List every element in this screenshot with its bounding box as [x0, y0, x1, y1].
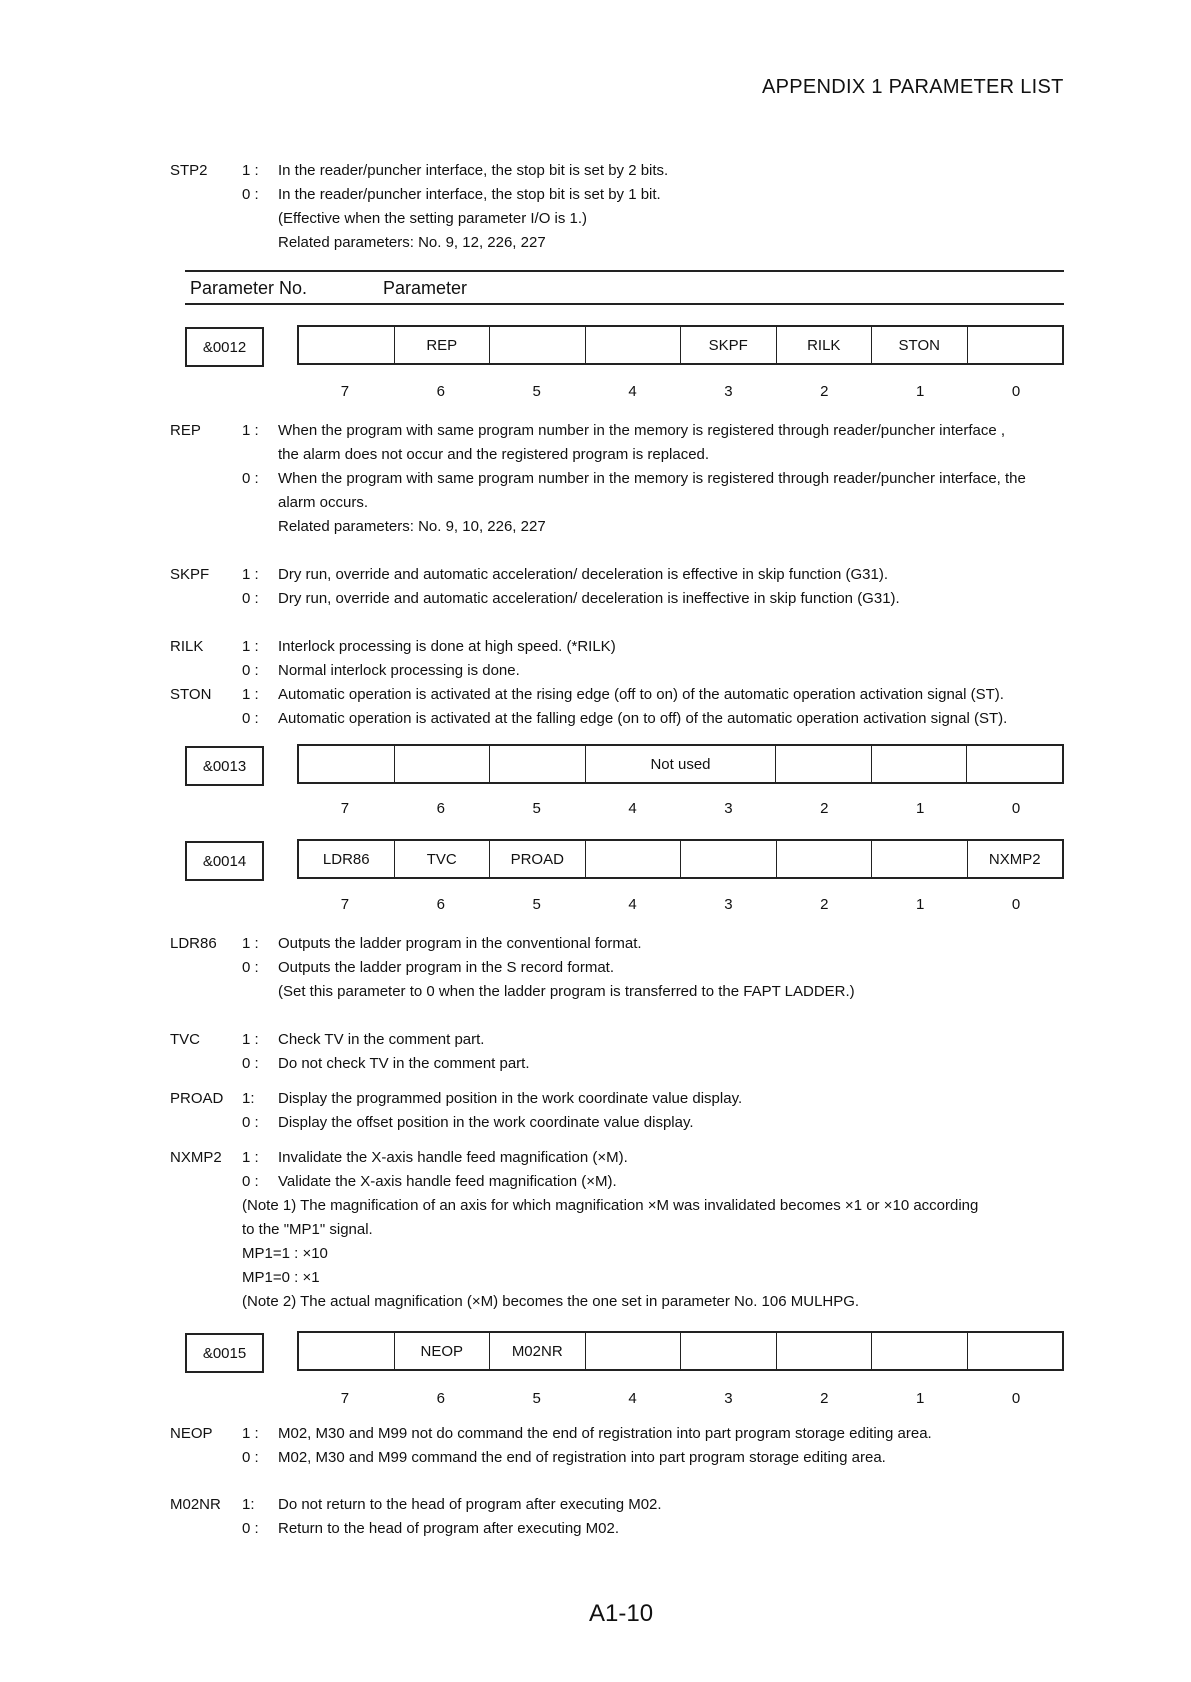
note-2: (Note 2) The actual magnification (×M) becomes the one set in parameter No. 106 MULHPG. — [242, 1293, 860, 1310]
bit-number: 0 — [1011, 800, 1021, 817]
value-0: 0 : — [242, 959, 259, 976]
param-no-0012: &0012 — [185, 327, 264, 367]
param-name-nxmp2: NXMP2 — [170, 1149, 222, 1166]
value-1: 1 : — [242, 162, 259, 179]
desc-0: Display the offset position in the work coordinate value display. — [278, 1114, 694, 1131]
value-0: 0 : — [242, 1114, 259, 1131]
mp1-setting-1: MP1=1 : ×10 — [242, 1245, 328, 1262]
value-0: 0 : — [242, 710, 259, 727]
desc-1: Do not return to the head of program after executing M02. — [278, 1496, 662, 1513]
bit-5 — [489, 327, 585, 363]
desc-1: When the program with same program number in the memory is registered through reader/puncher interface , — [278, 422, 1006, 439]
bit-1: STON — [871, 327, 967, 363]
bit-number: 2 — [820, 896, 829, 913]
bit-table-0015 — [297, 1331, 1064, 1371]
desc-1: Outputs the ladder program in the conventional format. — [278, 935, 642, 952]
value-0: 0 : — [242, 1520, 259, 1537]
bit-number: 7 — [340, 383, 350, 400]
bit-2: RILK — [776, 327, 872, 363]
desc-0: Normal interlock processing is done. — [278, 662, 520, 679]
param-name-ldr86: LDR86 — [170, 935, 217, 952]
bit-4 — [585, 327, 681, 363]
desc-0: Outputs the ladder program in the S record format. — [278, 959, 614, 976]
param-name-ston: STON — [170, 686, 212, 703]
desc-1: Display the programmed position in the work coordinate value display. — [278, 1090, 743, 1107]
bit-number: 3 — [724, 800, 733, 817]
desc-0: When the program with same program number in the memory is registered through reader/puncher interface, the — [278, 470, 1026, 487]
bit-1 — [871, 841, 967, 877]
page-header: APPENDIX 1 PARAMETER LIST — [762, 76, 1064, 98]
bit-3: SKPF — [680, 327, 776, 363]
desc-1: Dry run, override and automatic acceleration/ deceleration is effective in skip function (G31). — [278, 566, 889, 583]
bit-number: 1 — [916, 800, 925, 817]
bit-number: 5 — [532, 383, 541, 400]
bit-7: LDR86 — [322, 850, 370, 868]
bit-numbers — [297, 896, 1064, 913]
value-0: 0 : — [242, 1449, 259, 1466]
value-1: 1 : — [242, 638, 259, 655]
bit-numbers — [297, 383, 1064, 400]
bit-0 — [967, 1333, 1063, 1369]
param-name-stp2: STP2 — [170, 162, 208, 179]
bit-6: NEOP — [394, 1333, 490, 1369]
param-no-0015: &0015 — [185, 1333, 264, 1373]
bits-4-3-not-used: Not used — [585, 746, 775, 782]
value-0: 0 : — [242, 590, 259, 607]
bit-4 — [585, 1333, 681, 1369]
bit-3 — [680, 841, 776, 877]
param-name-rilk: RILK — [170, 638, 204, 655]
bit-5 — [489, 746, 585, 782]
bit-number: 3 — [724, 1390, 733, 1407]
bit-number: 0 — [1011, 383, 1021, 400]
desc-0: Return to the head of program after executing M02. — [278, 1520, 620, 1537]
bit-table-0012 — [297, 325, 1064, 365]
desc-0: Dry run, override and automatic acceleration/ deceleration is ineffective in skip function (G31). — [278, 590, 900, 607]
bit-numbers — [297, 800, 1064, 817]
bit-number: 0 — [1011, 896, 1021, 913]
value-0: 0 : — [242, 470, 259, 487]
bit-number: 7 — [340, 896, 350, 913]
desc-1: Check TV in the comment part. — [278, 1031, 485, 1048]
param-no-0014: &0014 — [185, 841, 264, 881]
mp1-setting-0: MP1=0 : ×1 — [242, 1269, 320, 1286]
value-0: 0 : — [242, 662, 259, 679]
bit-7 — [299, 1333, 394, 1369]
value-1: 1 : — [242, 1425, 259, 1442]
value-1: 1 : — [242, 566, 259, 583]
desc-1: M02, M30 and M99 not do command the end of registration into part program storage editing area. — [278, 1425, 932, 1442]
bit-number: 7 — [340, 800, 350, 817]
bit-number: 2 — [820, 383, 829, 400]
bit-table-0014 — [297, 839, 1064, 879]
value-1: 1 : — [242, 1149, 259, 1166]
bit-6: REP — [394, 327, 490, 363]
desc-0: Automatic operation is activated at the falling edge (on to off) of the automatic operation activation signal (ST). — [278, 710, 1008, 727]
bit-7 — [299, 746, 394, 782]
bit-2 — [776, 1333, 872, 1369]
bit-number: 2 — [820, 800, 829, 817]
value-1: 1 : — [242, 935, 259, 952]
desc-1: Interlock processing is done at high speed. (*RILK) — [278, 638, 616, 655]
bit-number: 6 — [436, 800, 445, 817]
bit-number: 2 — [820, 1390, 829, 1407]
rule-bottom — [185, 303, 1064, 305]
value-1: 1 : — [242, 422, 259, 439]
value-1: 1: — [242, 1090, 255, 1107]
bit-number: 7 — [340, 1390, 350, 1407]
desc-0-cont: alarm occurs. — [278, 494, 369, 511]
bit-number: 3 — [724, 383, 733, 400]
value-0: 0 : — [242, 186, 259, 203]
bit-number: 5 — [532, 1390, 541, 1407]
bit-6 — [394, 746, 490, 782]
value-0: 0 : — [242, 1173, 259, 1190]
bit-number: 4 — [628, 1390, 637, 1407]
param-name-proad: PROAD — [170, 1090, 224, 1107]
param-name-tvc: TVC — [170, 1031, 200, 1048]
bit-6: TVC — [394, 841, 490, 877]
desc-1-cont: the alarm does not occur and the registered program is replaced. — [278, 446, 710, 463]
value-1: 1 : — [242, 686, 259, 703]
related-params: Related parameters: No. 9, 12, 226, 227 — [278, 234, 546, 251]
bit-5: M02NR — [489, 1333, 585, 1369]
bit-7 — [299, 327, 394, 363]
param-name-neop: NEOP — [170, 1425, 213, 1442]
param-name-rep: REP — [170, 422, 201, 439]
bit-0 — [966, 746, 1062, 782]
bit-table-0013 — [297, 744, 1064, 784]
value-1: 1: — [242, 1496, 255, 1513]
bit-number: 1 — [916, 896, 925, 913]
desc-0: Validate the X-axis handle feed magnification (×M). — [278, 1173, 617, 1190]
header-param-no: Parameter No. — [190, 278, 308, 298]
bit-number: 0 — [1011, 1390, 1021, 1407]
bit-number: 5 — [532, 800, 541, 817]
note-1: (Note 1) The magnification of an axis for which magnification ×M was invalidated becomes ×1 or ×10 according — [242, 1197, 979, 1214]
bit-number: 4 — [628, 896, 637, 913]
bit-0 — [967, 327, 1063, 363]
bit-5: PROAD — [489, 841, 585, 877]
bit-number: 6 — [436, 383, 445, 400]
param-no-0013: &0013 — [185, 746, 264, 786]
param-name-skpf: SKPF — [170, 566, 210, 583]
bit-number: 5 — [532, 896, 541, 913]
bit-3 — [680, 1333, 776, 1369]
desc-0: In the reader/puncher interface, the stop bit is set by 1 bit. — [278, 186, 661, 203]
header-param: Parameter — [383, 278, 468, 298]
bit-0: NXMP2 — [967, 841, 1063, 877]
related-params: Related parameters: No. 9, 10, 226, 227 — [278, 518, 546, 535]
desc-0: Do not check TV in the comment part. — [278, 1055, 530, 1072]
bit-number: 4 — [628, 800, 637, 817]
desc-1: Automatic operation is activated at the rising edge (off to on) of the automatic operation activation signal (ST). — [278, 686, 1004, 703]
bit-2 — [775, 746, 871, 782]
bit-number: 1 — [916, 383, 925, 400]
rule-top — [185, 270, 1064, 272]
desc-0: M02, M30 and M99 command the end of registration into part program storage editing area. — [278, 1449, 886, 1466]
bit-number: 6 — [436, 1390, 445, 1407]
bit-4 — [585, 841, 681, 877]
bit-1 — [871, 746, 967, 782]
bit-number: 6 — [436, 896, 445, 913]
bit-1 — [871, 1333, 967, 1369]
value-0: 0 : — [242, 1055, 259, 1072]
param-name-m02nr: M02NR — [170, 1496, 221, 1513]
note-1-cont: to the "MP1" signal. — [242, 1221, 373, 1238]
value-1: 1 : — [242, 1031, 259, 1048]
note: (Set this parameter to 0 when the ladder program is transferred to the FAPT LADDER.) — [278, 983, 855, 1000]
bit-2 — [776, 841, 872, 877]
page-number: A1-10 — [589, 1600, 654, 1627]
bit-number: 1 — [916, 1390, 925, 1407]
desc-1: Invalidate the X-axis handle feed magnification (×M). — [278, 1149, 628, 1166]
bit-number: 4 — [628, 383, 637, 400]
note: (Effective when the setting parameter I/O is 1.) — [278, 210, 588, 227]
bit-numbers — [297, 1390, 1064, 1407]
desc-1: In the reader/puncher interface, the stop bit is set by 2 bits. — [278, 162, 669, 179]
bit-number: 3 — [724, 896, 733, 913]
